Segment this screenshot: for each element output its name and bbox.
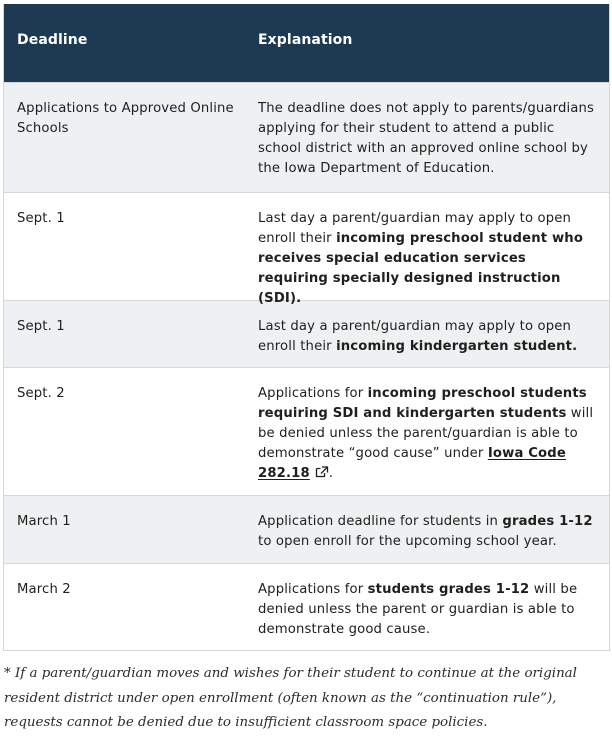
table-row [4, 495, 609, 563]
explanation-bold: grades 1-12 [502, 514, 593, 529]
table-header [4, 4, 609, 82]
explanation-bold: incoming kindergarten student. [336, 339, 578, 354]
explanation-text: . [328, 466, 334, 481]
explanation-cell [258, 580, 609, 640]
deadline-cell: Sept. 1 [17, 211, 65, 226]
external-link-icon [315, 466, 329, 478]
table-row [4, 300, 609, 367]
header-explanation: Explanation [258, 32, 353, 48]
explanation-bold: incoming preschool students requiring SDI and kindergarten students [258, 386, 587, 421]
explanation-cell [258, 209, 609, 309]
header-deadline: Deadline [17, 32, 88, 48]
explanation-text: will be denied unless the parent or guardian is able to demonstrate good cause. [258, 582, 578, 637]
deadline-cell: Sept. 2 [17, 386, 65, 401]
deadline-cell: Applications to Approved Online Schools [17, 101, 234, 136]
explanation-text: Application deadline for students in [258, 514, 503, 529]
table-row [4, 192, 609, 306]
explanation-bold: incoming preschool student who receives special education services requiring specially designed instruction (SDI). [258, 231, 584, 306]
deadline-cell: March 1 [17, 514, 71, 529]
explanation-cell [258, 384, 609, 484]
explanation-text: Last day a parent/guardian may apply to open enroll their [258, 211, 572, 246]
explanation-text: Applications for [258, 582, 368, 597]
explanation-bold: students grades 1-12 [367, 582, 530, 597]
explanation-text: The deadline does not apply to parents/guardians applying for their student to attend a public school district with an approved online school by the Iowa Department of Education. [258, 101, 595, 176]
deadline-cell: Sept. 1 [17, 319, 65, 334]
table-row [4, 367, 609, 495]
table-row [4, 82, 609, 192]
explanation-text: to open enroll for the upcoming school year. [258, 534, 557, 549]
iowa-code-link-label: Iowa Code 282.18 [258, 446, 566, 481]
deadlines-table [3, 4, 610, 651]
explanation-text: Last day a parent/guardian may apply to open enroll their [258, 319, 572, 354]
explanation-cell [258, 512, 609, 552]
deadline-cell: March 2 [17, 582, 71, 597]
explanation-text: Applications for [258, 386, 368, 401]
table-row [4, 563, 609, 650]
explanation-cell [258, 317, 609, 357]
footnote: * If a parent/guardian moves and wishes for their student to continue at the original resident district under open enrollment (often known as the “continuation rule”), requests cannot be denied due to insufficient classroom space policies. [4, 666, 577, 730]
explanation-cell [258, 99, 609, 179]
explanation-text: will be denied unless the parent/guardian is able to demonstrate “good cause” under [258, 406, 594, 461]
